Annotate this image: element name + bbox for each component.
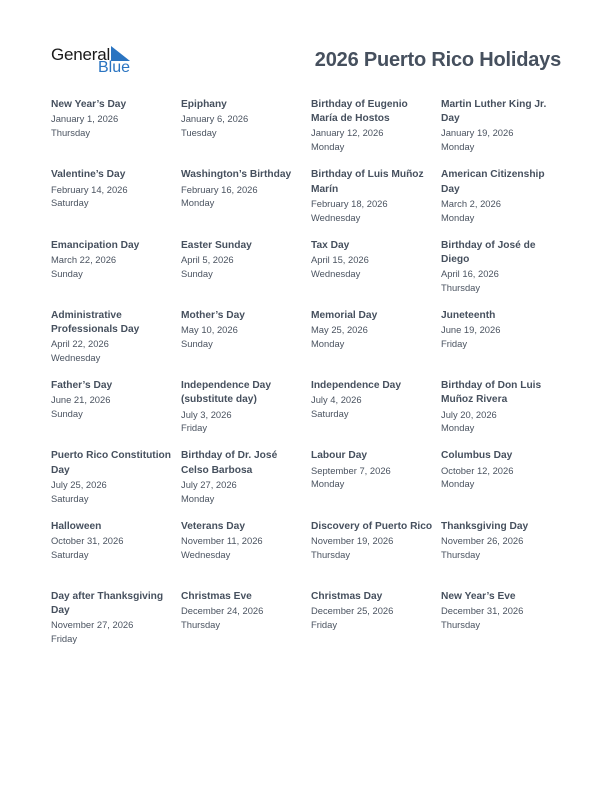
holiday-name: Birthday of Dr. José Celso Barbosa — [181, 450, 278, 476]
holiday-weekday: Thursday — [181, 619, 221, 631]
holiday-name: Independence Day (substitute day) — [181, 380, 272, 406]
holiday-name: Martin Luther King Jr. Day — [441, 99, 547, 125]
holiday-weekday: Monday — [441, 211, 475, 223]
holiday-name: Epiphany — [181, 99, 227, 110]
holiday-name: Halloween — [51, 520, 102, 532]
holiday-weekday: Sunday — [51, 408, 83, 420]
holiday-weekday: Friday — [441, 337, 468, 349]
holiday-entry — [311, 239, 441, 309]
holiday-entry — [311, 590, 441, 660]
holiday-date: January 19, 2026 — [441, 127, 514, 139]
holiday-weekday: Monday — [441, 422, 475, 434]
holiday-date: January 1, 2026 — [51, 113, 119, 125]
holiday-entry — [441, 379, 571, 449]
holiday-name: Veterans Day — [181, 520, 245, 532]
holiday-date: January 12, 2026 — [311, 127, 384, 139]
holiday-name: Discovery of Puerto Rico — [311, 520, 433, 532]
holiday-weekday: Friday — [311, 619, 338, 631]
holiday-weekday: Thursday — [51, 127, 91, 138]
holiday-date: July 4, 2026 — [311, 394, 362, 406]
page-title: 2026 Puerto Rico Holidays — [314, 49, 561, 71]
holiday-date: April 16, 2026 — [441, 268, 499, 279]
holiday-entry — [181, 168, 311, 238]
holiday-name: American Citizenship Day — [441, 169, 545, 195]
holiday-date: April 5, 2026 — [181, 253, 234, 265]
holiday-date: February 16, 2026 — [181, 183, 258, 195]
holiday-date: March 22, 2026 — [51, 253, 117, 265]
generalblue-logo — [51, 45, 141, 77]
holiday-date: December 24, 2026 — [181, 605, 264, 617]
holiday-name: Juneteenth — [441, 309, 496, 321]
holiday-name: Christmas Day — [311, 591, 383, 603]
holiday-entry — [181, 590, 311, 660]
holiday-entry — [181, 239, 311, 309]
holiday-grid — [51, 98, 571, 660]
holiday-weekday: Saturday — [51, 548, 89, 560]
holiday-date: September 7, 2026 — [311, 464, 391, 476]
holiday-name: Birthday of Luis Muñoz Marín — [311, 169, 424, 195]
holiday-weekday: Monday — [311, 478, 345, 490]
holiday-weekday: Wednesday — [311, 211, 361, 223]
holiday-weekday: Wednesday — [181, 548, 231, 560]
holiday-date: May 25, 2026 — [311, 324, 368, 336]
holiday-date: November 27, 2026 — [51, 619, 134, 631]
holiday-entry — [311, 168, 441, 238]
holiday-name: Administrative Professionals Day — [51, 309, 140, 336]
holiday-name: Birthday of Don Luis Muñoz Rivera — [441, 380, 542, 406]
holiday-name: Birthday of Eugenio María de Hostos — [311, 99, 408, 125]
holiday-entry — [441, 520, 571, 590]
holiday-name: New Year’s Day — [51, 99, 127, 110]
holiday-entry — [181, 379, 311, 449]
holiday-name: Day after Thanksgiving Day — [51, 591, 164, 617]
holiday-date: November 19, 2026 — [311, 534, 394, 546]
holiday-date: May 10, 2026 — [181, 324, 238, 336]
holiday-entry — [51, 379, 181, 449]
holiday-name: Labour Day — [311, 450, 368, 462]
holiday-entry — [181, 449, 311, 519]
holiday-name: Birthday of José de Diego — [441, 239, 536, 265]
holiday-date: June 21, 2026 — [51, 394, 111, 406]
holiday-name: Emancipation Day — [51, 239, 140, 251]
holiday-name: Easter Sunday — [181, 239, 252, 251]
holiday-weekday: Thursday — [441, 619, 481, 631]
holiday-weekday: Thursday — [441, 281, 481, 293]
holiday-date: October 31, 2026 — [51, 534, 124, 546]
holiday-weekday: Thursday — [441, 548, 481, 560]
holiday-entry — [311, 520, 441, 590]
holiday-name: Father’s Day — [51, 380, 113, 392]
holiday-entry — [181, 98, 311, 168]
holiday-name: Washington’s Birthday — [181, 169, 292, 181]
holiday-name: Columbus Day — [441, 450, 513, 462]
holiday-weekday: Saturday — [51, 197, 89, 209]
holiday-name: Mother’s Day — [181, 309, 245, 321]
holiday-weekday: Sunday — [181, 267, 213, 279]
holiday-entry — [441, 309, 571, 379]
holiday-entry — [311, 98, 441, 168]
holiday-entry — [311, 379, 441, 449]
holiday-weekday: Monday — [441, 141, 475, 153]
holiday-weekday: Monday — [181, 492, 215, 504]
holiday-date: July 20, 2026 — [441, 408, 497, 420]
holiday-name: Independence Day — [311, 380, 402, 392]
holiday-entry — [311, 309, 441, 379]
holiday-weekday: Thursday — [311, 548, 351, 560]
holiday-entry — [51, 520, 181, 590]
holiday-weekday: Sunday — [51, 267, 83, 279]
holiday-date: June 19, 2026 — [441, 324, 501, 336]
holiday-name: Memorial Day — [311, 309, 378, 321]
holiday-date: April 22, 2026 — [51, 338, 109, 350]
holiday-date: January 6, 2026 — [181, 113, 249, 125]
holiday-name: Tax Day — [311, 239, 350, 251]
holiday-entry — [51, 309, 181, 379]
holiday-date: November 26, 2026 — [441, 534, 524, 546]
holiday-date: July 27, 2026 — [181, 478, 237, 490]
holiday-entry — [51, 98, 181, 168]
holiday-name: Christmas Eve — [181, 591, 252, 603]
holiday-weekday: Monday — [181, 197, 215, 209]
holiday-date: December 25, 2026 — [311, 605, 394, 617]
holiday-name: Valentine’s Day — [51, 169, 126, 181]
holiday-weekday: Wednesday — [51, 352, 101, 364]
holiday-weekday: Sunday — [181, 337, 213, 349]
holiday-date: November 11, 2026 — [181, 534, 263, 546]
holiday-name: Puerto Rico Constitution Day — [51, 450, 171, 476]
holiday-entry — [311, 449, 441, 519]
holiday-date: February 18, 2026 — [311, 197, 388, 209]
holiday-weekday: Friday — [51, 633, 78, 645]
holiday-entry — [51, 168, 181, 238]
holiday-entry — [51, 449, 181, 519]
holiday-entry — [441, 449, 571, 519]
holiday-date: October 12, 2026 — [441, 464, 514, 476]
holiday-date: April 15, 2026 — [311, 253, 369, 265]
holiday-entry — [441, 239, 571, 309]
holiday-entry — [441, 98, 571, 168]
holiday-date: July 3, 2026 — [181, 408, 232, 420]
holiday-weekday: Wednesday — [311, 267, 361, 279]
holiday-date: December 31, 2026 — [441, 605, 524, 617]
holiday-date: February 14, 2026 — [51, 183, 128, 195]
holiday-entry — [181, 520, 311, 590]
holiday-entry — [51, 239, 181, 309]
logo-text-blue: Blue — [98, 59, 131, 76]
holiday-name: New Year’s Eve — [441, 591, 516, 603]
holiday-entry — [51, 590, 181, 660]
holiday-entry — [441, 590, 571, 660]
holiday-weekday: Monday — [441, 478, 475, 490]
holiday-date: July 25, 2026 — [51, 478, 107, 490]
holiday-weekday: Tuesday — [181, 127, 217, 138]
holiday-weekday: Saturday — [311, 408, 349, 420]
holiday-name: Thanksgiving Day — [441, 520, 529, 532]
logo-text-general: General — [51, 45, 111, 64]
holiday-entry — [181, 309, 311, 379]
holiday-entry — [441, 168, 571, 238]
holiday-weekday: Saturday — [51, 492, 89, 504]
holiday-weekday: Friday — [181, 422, 208, 434]
holiday-weekday: Monday — [311, 337, 345, 349]
holiday-date: March 2, 2026 — [441, 197, 501, 209]
holiday-weekday: Monday — [311, 141, 345, 153]
